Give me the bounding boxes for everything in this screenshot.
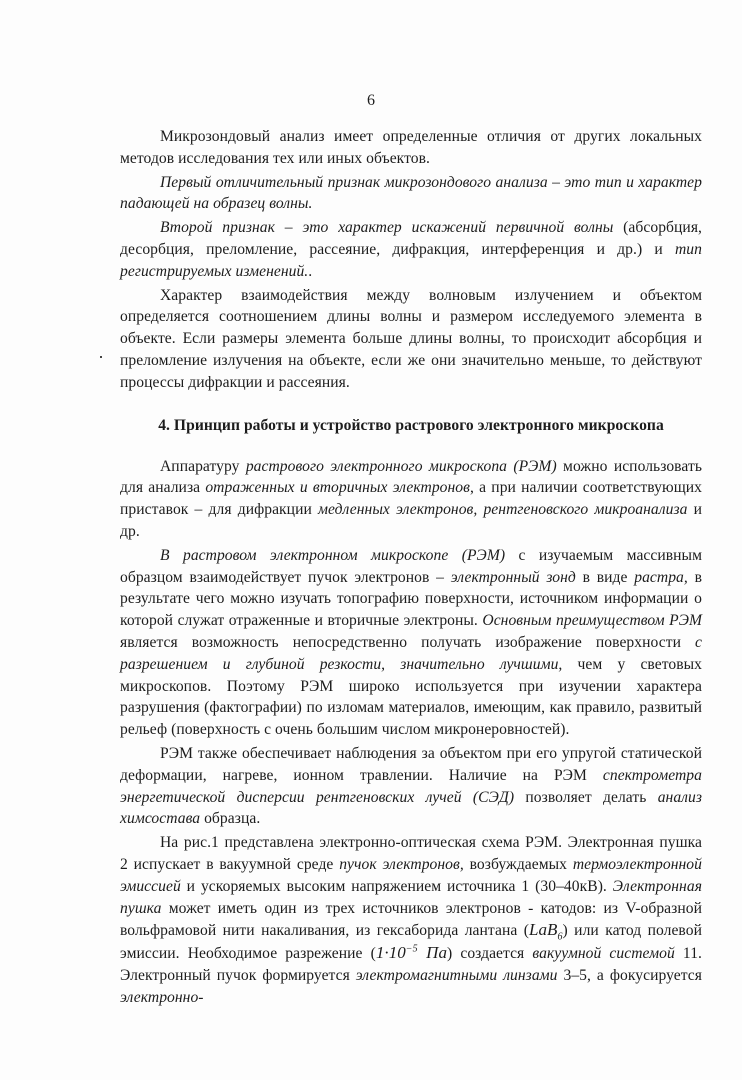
- page-number: 6: [367, 92, 375, 109]
- paragraph-first-feature: [120, 172, 702, 216]
- scheme-text-3: и ускоряемых высоким напряжением источника 1 (30–40кВ).: [180, 877, 613, 895]
- second-feature-list: (абсорбция, десорбция, преломление, рассеяние, дифракция, интерференция и др.) и: [120, 219, 702, 258]
- pressure-formula: [376, 943, 447, 962]
- probe-term: электронный зонд: [450, 568, 576, 586]
- thermionic-term: термоэлектронной эмиссией: [120, 855, 702, 895]
- lab6-subscript: 6: [557, 931, 563, 943]
- rem-principle-text-3: в результате чего можно изучать топографию поверхности, источником информации о которой служат отраженные и вторичные электроны.: [120, 568, 702, 630]
- chem-analysis-term: анализ химсостава: [120, 788, 702, 828]
- section-heading: 4. Принцип работы и устройство растрового электронного микроскопа: [158, 416, 664, 434]
- rem-principle-text-1: с изучаемым массивным образцом взаимодействует пучок электронов –: [120, 546, 703, 586]
- paragraph-interaction: Характер взаимодействия между волновым излучением и объектом определяется соотношением длины волны и размером исследуемого элемента в объекте. Если размеры элемента больше длины волны, то происходит абсорбция и преломление излучения на объекте, если же они значительно меньше, то действуют процессы дифракции и рассеяния.: [120, 286, 702, 391]
- scheme-text-6: ) создается: [447, 945, 533, 963]
- advantage-term: Основным преимуществом РЭМ: [482, 612, 702, 630]
- second-feature-end: .: [308, 262, 313, 280]
- pressure-base: 1·10: [375, 943, 406, 963]
- apparatus-text-4: и др.: [120, 501, 702, 540]
- apparatus-text-3: , а при наличии соответствующих приставок – для дифракции: [120, 479, 702, 519]
- scheme-text-8: 3–5, а фокусируется: [557, 966, 702, 984]
- observation-text-1: РЭМ также обеспечивает наблюдения за объектом при его упругой статической деформации, нагреве, ионном травлении. Наличие на РЭМ: [120, 744, 702, 784]
- observation-text-3: образца.: [200, 810, 261, 828]
- optic-term: электронно-: [120, 988, 204, 1006]
- beam-term: пучок электронов,: [339, 855, 464, 873]
- pressure-unit: Па: [417, 943, 447, 963]
- scheme-text-2: возбуждаемых: [463, 855, 573, 873]
- sed-term: спектрометра энергетической дисперсии рентгеновских лучей (СЭД): [120, 766, 702, 806]
- page-body: [120, 126, 702, 1008]
- paragraph-rem-principle: [120, 545, 702, 741]
- scheme-text-1: На рис.1 представлена электронно-оптическая схема РЭМ. Электронная пушка 2 испускает в вакуумной среде: [120, 834, 702, 873]
- scan-speck: [100, 356, 102, 358]
- pressure-exponent: −5: [405, 943, 418, 955]
- raster-term: растра,: [634, 568, 688, 586]
- paragraph-observation: [120, 743, 702, 830]
- rem-principle-text-5: чем у световых микроскопов. Поэтому РЭМ широко используется при изучении характера разрушения (фактографии) по изломам материалов, имеющим, как правило, развитый рельеф (поверхность с очень большим числом микронеровностей).: [120, 655, 703, 739]
- lab6-base: LaB: [528, 920, 558, 940]
- paragraph-scheme: [120, 832, 702, 1008]
- scheme-text-5: ) или катод полевой эмиссии. Необходимое разрежение (: [120, 922, 702, 963]
- paragraph-apparatus: [120, 456, 702, 543]
- observation-text-2: позволяет делать: [514, 788, 658, 806]
- scheme-text-4: может иметь один из трех источников электронов - катодов: из V-образной вольфрамовой нити накаливания, из гексаборида лантана (: [120, 899, 702, 940]
- paragraph-intro: Микрозондовый анализ имеет определенные отличия от других локальных методов исследования тех или иных объектов.: [120, 128, 702, 167]
- paragraph-second-feature: [120, 217, 702, 282]
- first-feature-text: Первый отличительный признак микрозондового анализа – это тип и характер падающей на образец волны.: [120, 173, 702, 213]
- second-feature-term: Второй признак – это характер искажений первичной волны: [160, 219, 614, 237]
- resolution-term: с разрешением и глубиной резкости, значительно лучшими,: [120, 633, 702, 673]
- rem-principle-text-2: в виде: [575, 568, 635, 586]
- gun-term: Электронная пушка: [120, 877, 702, 917]
- diffraction-term: медленных электронов, рентгеновского микроанализа: [318, 501, 688, 519]
- vacuum-term: вакуумной системой: [532, 945, 675, 963]
- electrons-term: отраженных и вторичных электронов: [205, 479, 470, 497]
- rem-principle-text-4: является возможность непосредственно получать изображение поверхности: [120, 633, 696, 651]
- apparatus-text-2: можно использовать для анализа: [120, 457, 702, 497]
- registered-changes-term: тип регистрируемых изменений.: [120, 240, 702, 280]
- apparatus-text-1: Аппаратуру: [160, 457, 246, 475]
- scheme-text-7: 11. Электронный пучок формируется: [120, 945, 702, 984]
- rem-principle-term: В растровом электронном микроскопе (РЭМ): [160, 546, 506, 564]
- lenses-term: электромагнитными линзами: [355, 966, 558, 984]
- lab6-formula: [528, 920, 563, 943]
- rem-term: растрового электронного микроскопа (РЭМ): [245, 457, 557, 475]
